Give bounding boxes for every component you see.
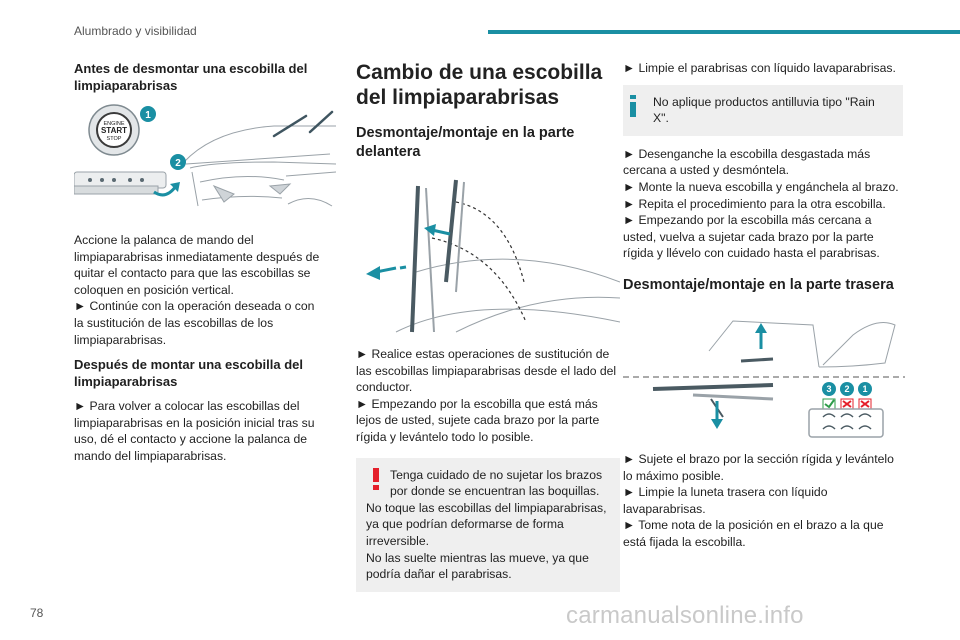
- column-middle: [356, 60, 620, 592]
- column-right: [623, 60, 905, 551]
- para-hold-rear-arm: ► Sujete el brazo por la sección rígida y levántelo lo máximo posible.: [623, 451, 894, 483]
- button-text-engine: ENGINE: [103, 121, 125, 127]
- svg-text:1: 1: [862, 383, 868, 394]
- info-icon: [629, 95, 637, 117]
- warning-line-1: Tenga cuidado de no sujetar los brazos por donde se encuentran las boquillas.: [390, 467, 603, 499]
- para-repeat: ► Repita el procedimiento para la otra escobilla.: [623, 196, 886, 211]
- position-check-marks-icon: [823, 399, 871, 409]
- header-accent-bar: [488, 30, 960, 34]
- svg-text:3: 3: [826, 383, 832, 394]
- para-lower-arms: ► Empezando por la escobilla más cercana a usted, vuelva a sujetar cada brazo por la parte rígida y llévelo con cuidado hasta el parabrisas.: [623, 213, 880, 261]
- heading-after-fitting: Después de montar una escobilla del limpiaparabrisas: [74, 357, 304, 390]
- para-unhook-blade: ► Desenganche la escobilla desgastada más cercana a usted y desmóntela.: [623, 146, 871, 178]
- button-text-start: START: [100, 126, 128, 135]
- svg-text:2: 2: [175, 158, 181, 169]
- section-rear: Desmontaje/montaje en la parte trasera: [623, 276, 894, 293]
- info-box: [623, 85, 903, 136]
- page-title: Cambio de una escobilla del limpiaparabrisas: [356, 61, 603, 109]
- section-front: Desmontaje/montaje en la parte delantera: [356, 125, 575, 160]
- para-clean-rear-window: ► Limpie la luneta trasera con líquido lavaparabrisas.: [623, 485, 828, 516]
- column-left: [74, 60, 324, 465]
- para-clean-windscreen: ► Limpie el parabrisas con líquido lavaparabrisas.: [623, 61, 896, 75]
- wiper-lever-icon: [74, 172, 166, 194]
- para-continue: ► Continúe con la operación deseada o con la sustitución de las escobillas de los limpiaparabrisas.: [74, 299, 315, 347]
- para-note-position: ► Tome nota de la posición en el brazo a la que está fijada la escobilla.: [623, 518, 884, 549]
- wiper-blade-left-icon: [412, 186, 434, 332]
- rear-wiper-blade-icon: [653, 385, 773, 417]
- page-number: 78: [30, 606, 44, 620]
- para-fit-new-blade: ► Monte la nueva escobilla y engánchela al brazo.: [623, 179, 899, 194]
- section-header: Alumbrado y visibilidad: [74, 24, 197, 38]
- warning-line-3: No las suelte mientras las mueve, ya que podría dañar el parabrisas.: [366, 550, 589, 582]
- svg-text:1: 1: [145, 110, 151, 121]
- info-text: No aplique productos antilluvia tipo "Rain X".: [653, 94, 875, 126]
- exclamation-icon: [371, 468, 381, 490]
- wiper-blade-right-icon: [446, 180, 464, 292]
- warning-box: [356, 458, 620, 592]
- front-wiper-illustration: [356, 172, 620, 340]
- button-text-stop: STOP: [106, 136, 122, 142]
- rear-wiper-illustration: [623, 305, 905, 441]
- para-lift-arms: ► Empezando por la escobilla que está más lejos de usted, sujete cada brazo por la parte rígida y levántelo todo lo posible.: [356, 396, 600, 444]
- engine-start-stop-lever-illustration: [74, 102, 336, 218]
- para-operate-lever: Accione la palanca de mando del limpiaparabrisas inmediatamente después de quitar el contacto para que las escobillas se coloquen en posición vertical.: [74, 233, 320, 297]
- para-restore-position: ► Para volver a colocar las escobillas del limpiaparabrisas en la posición inicial tras su uso, dé el contacto y accione la palanca de mando del limpiaparabrisas.: [74, 399, 315, 463]
- watermark: carmanualsonline.info: [566, 602, 804, 629]
- para-driver-side: ► Realice estas operaciones de sustitución de las escobillas limpiaparabrisas desde el lado del conductor.: [356, 347, 617, 395]
- warning-line-2: No toque las escobillas del limpiaparabrisas, ya que podrían deformarse de forma irreversible.: [366, 500, 607, 548]
- heading-before-removal: Antes de desmontar una escobilla del limpiaparabrisas: [74, 61, 308, 93]
- svg-text:2: 2: [844, 383, 850, 394]
